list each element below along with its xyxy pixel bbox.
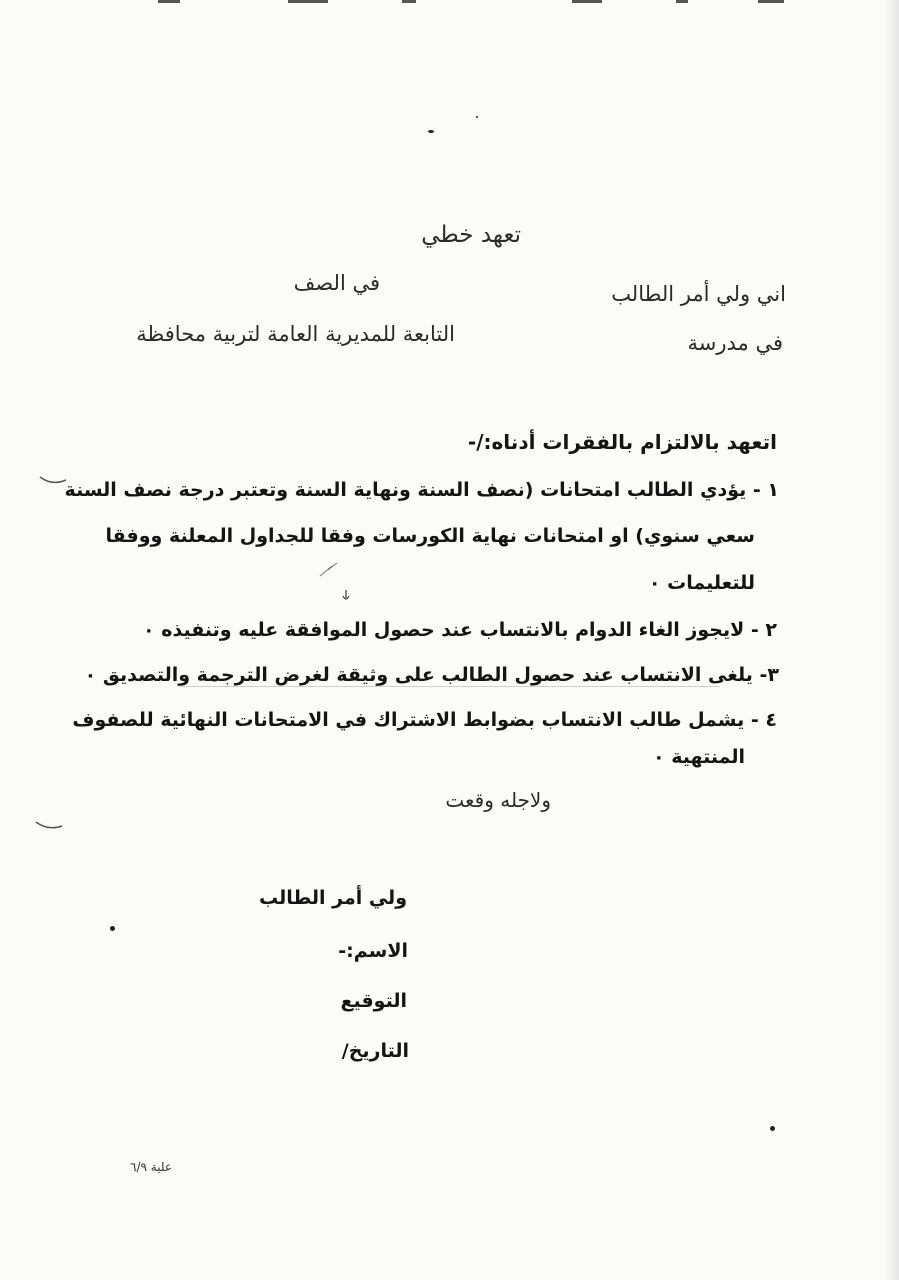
pledge-item-1-line-1: ١ - يؤدي الطالب امتحانات (نصف السنة ونهاية السنة وتعتبر درجة نصف السنة	[64, 479, 779, 501]
scan-fold-line	[180, 686, 720, 687]
scan-edge-shadow	[885, 0, 899, 1280]
margin-mark	[34, 818, 64, 832]
pen-stroke-mark	[318, 560, 340, 580]
closing-statement: ولاجله وقعت	[445, 788, 551, 812]
pen-stroke-mark	[340, 588, 352, 606]
class-label: في الصف	[293, 271, 380, 295]
directorate-label: التابعة للمديرية العامة لتربية محافظة	[136, 322, 455, 346]
school-label: في مدرسة	[687, 331, 783, 355]
pledge-item-1-line-3: للتعليمات ٠	[648, 572, 755, 594]
ink-speck	[770, 1126, 775, 1131]
document-title: تعهد خطي	[421, 222, 521, 248]
footer-reference: علية ٦/٩	[130, 1160, 172, 1174]
signature-sign-label: التوقيع	[340, 990, 407, 1012]
margin-mark	[38, 474, 68, 488]
pledge-item-3: ٣- يلغى الانتساب عند حصول الطالب على وثيقة لغرض الترجمة والتصديق ٠	[84, 664, 779, 686]
ink-speck	[428, 130, 434, 133]
pledge-item-4-line-1: ٤ - يشمل طالب الانتساب بضوابط الاشتراك في الامتحانات النهائية للصفوف	[72, 709, 777, 731]
pledge-intro: اتعهد بالالتزام بالفقرات أدناه:/-	[467, 430, 777, 454]
pledge-item-1-line-2: سعي سنوي) او امتحانات نهاية الكورسات وفقا للجداول المعلنة ووفقا	[105, 525, 755, 547]
signature-role: ولي أمر الطالب	[258, 887, 407, 909]
pledge-item-4-line-2: المنتهية ٠	[653, 746, 745, 768]
ink-speck	[476, 116, 478, 118]
scan-top-marks	[120, 0, 800, 6]
pledge-item-2: ٢ - لايجوز الغاء الدوام بالانتساب عند حصول الموافقة عليه وتنفيذه ٠	[143, 619, 777, 641]
ink-speck	[110, 926, 115, 931]
signature-name-label: الاسم:-	[338, 940, 408, 962]
parent-label: اني ولي أمر الطالب	[611, 282, 786, 306]
signature-date-label: التاريخ/	[341, 1040, 409, 1062]
